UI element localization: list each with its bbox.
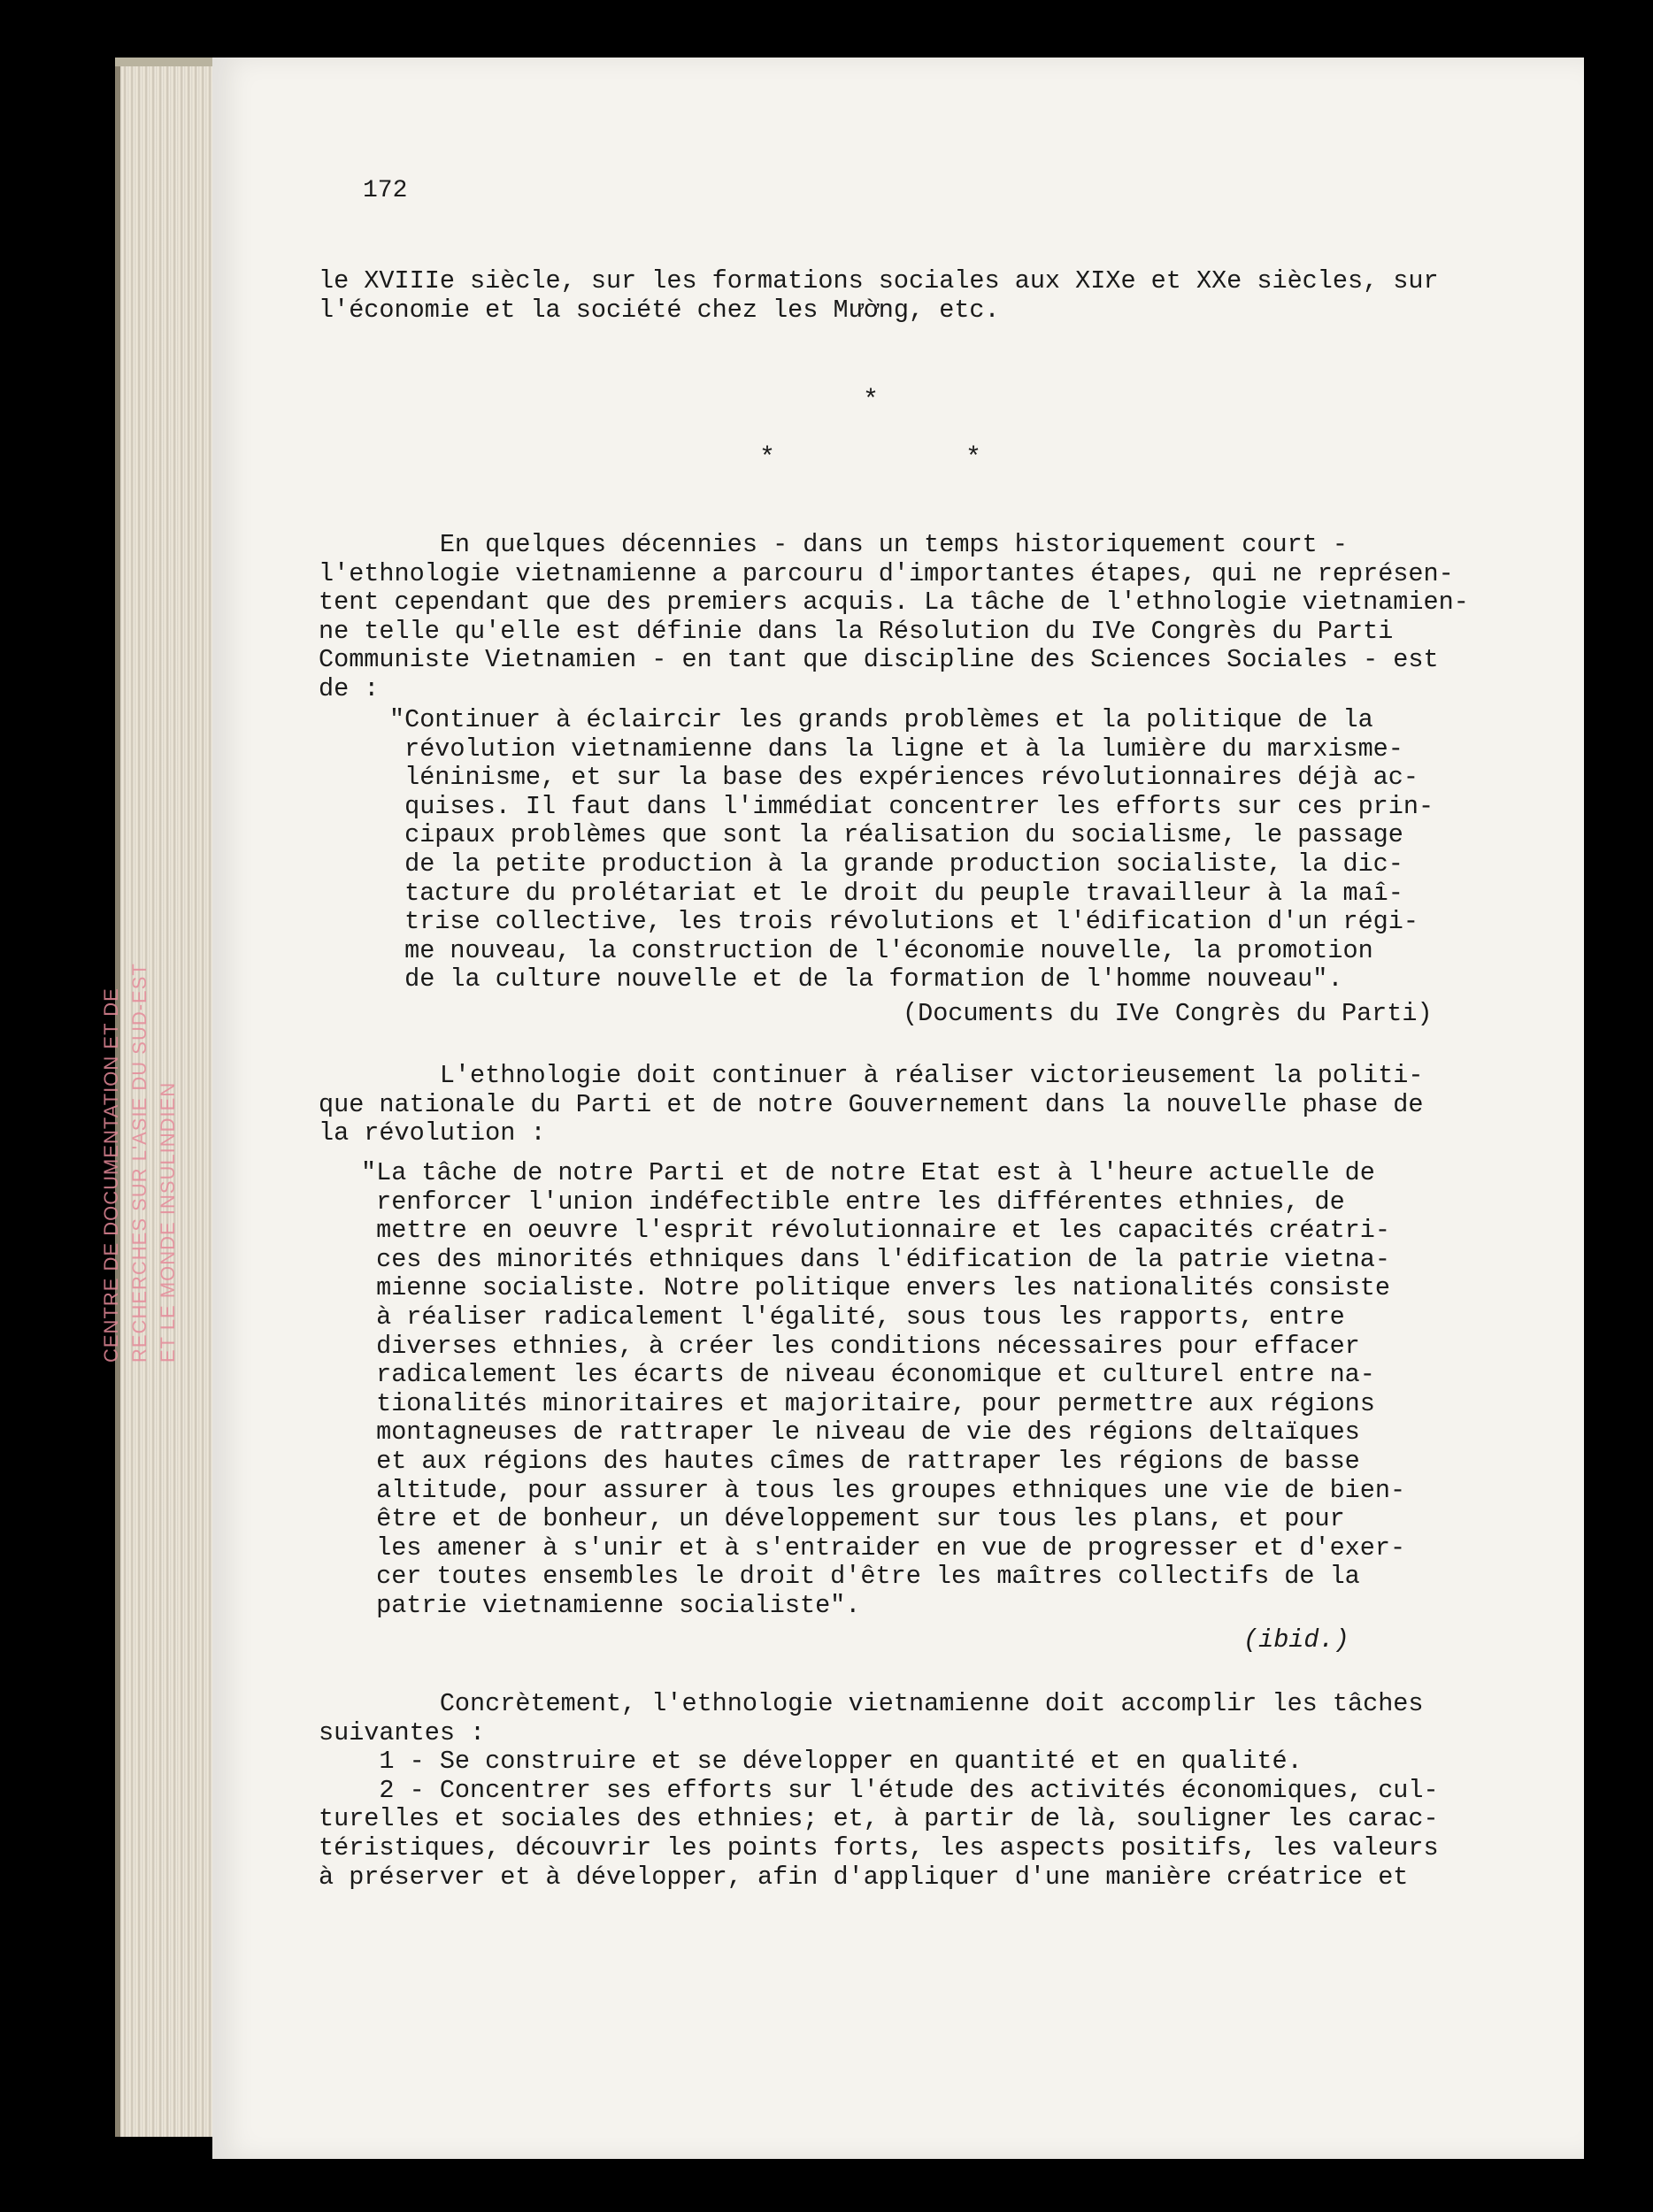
stamp-line: RECHERCHES SUR L'ASIE DU SUD-EST	[128, 963, 150, 1363]
paragraph-decennies: En quelques décennies - dans un temps historiquement court - l'ethnologie vietnamienne a parcouru d'importantes étapes, qui ne représen- tent cependant que des premiers acquis. La tâche de l'ethnologie vietnamien- ne telle qu'elle est définie dans la Résolution du IVe Congrès du Parti Communiste Vietnamien - en tant que discipline des Sciences Sociales - est de :	[319, 530, 1469, 703]
section-star: *	[863, 386, 880, 416]
paragraph-intro: le XVIIIe siècle, sur les formations sociales aux XIXe et XXe siècles, sur l'économie et la société chez les Mường, etc.	[319, 266, 1439, 325]
section-star: *	[759, 443, 776, 473]
page-number: 172	[363, 177, 408, 204]
quote-parti: "La tâche de notre Parti et de notre Etat est à l'heure actuelle de renforcer l'union indéfectible entre les différentes ethnies, de mettre en oeuvre l'esprit révolutionnaire et les capacités créatri- ces des minorités ethniques dans l'édification de la patrie vietna- mienne socialiste. Notre politique envers les nationalités consiste à réaliser radicalement l'égalité, sous tous les rapports, entre diverses ethnies, à créer les conditions nécessaires pour effacer radicalement les écarts de niveau économique et culturel entre na- tionalités minoritaires et majoritaire, pour permettre aux régions montagneuses de rattraper le niveau de vie des régions deltaïques et aux régions des hautes cîmes de rattraper les régions de basse altitude, pour assurer à tous les groupes ethniques une vie de bien- être et de bonheur, un développement sur tous les plans, et pour les amener à s'unir et à s'entraider en vue de progresser et d'exer- cer toutes ensembles le droit d'être les maîtres collectifs de la patrie vietnamienne socialiste".	[361, 1158, 1406, 1620]
library-stamp	[97, 902, 195, 1363]
paragraph-taches: Concrètement, l'ethnologie vietnamienne doit accomplir les tâches suivantes : 1 - Se construire et se développer en quantité et en qualité. 2 - Concentrer ses efforts sur l'étude des activités économiques, cul- turelles et sociales des ethnies; et, à partir de là, souligner les carac- téristiques, découvrir les points forts, les aspects positifs, les valeurs à préserver et à développer, afin d'appliquer d'une manière créatrice et	[319, 1689, 1439, 1892]
quote-resolution: "Continuer à éclaircir les grands problèmes et la politique de la révolution vietnamienne dans la ligne et à la lumière du marxisme- léninisme, et sur la base des expériences révolutionnaires déjà ac- quises. Il faut dans l'immédiat concentrer les efforts sur ces prin- cipaux problèmes que sont la réalisation du socialisme, le passage de la petite production à la grande production socialiste, la dic- tacture du prolétariat et le droit du peuple travailleur à la maî- trise collective, les trois révolutions et l'édification d'un régi- me nouveau, la construction de l'économie nouvelle, la promotion de la culture nouvelle et de la formation de l'homme nouveau".	[389, 705, 1434, 995]
stamp-line: ET LE MONDE INSULINDIEN	[157, 1081, 179, 1363]
quote-source: (Documents du IVe Congrès du Parti)	[903, 999, 1433, 1028]
paragraph-politique: L'ethnologie doit continuer à réaliser victorieusement la politi- que nationale du Parti et de notre Gouvernement dans la nouvelle phase de la révolution :	[319, 1061, 1424, 1148]
quote-source-ibid: (ibid.)	[1243, 1625, 1349, 1655]
stamp-line: CENTRE DE DOCUMENTATION ET DE	[100, 987, 122, 1363]
section-star: *	[965, 443, 982, 473]
